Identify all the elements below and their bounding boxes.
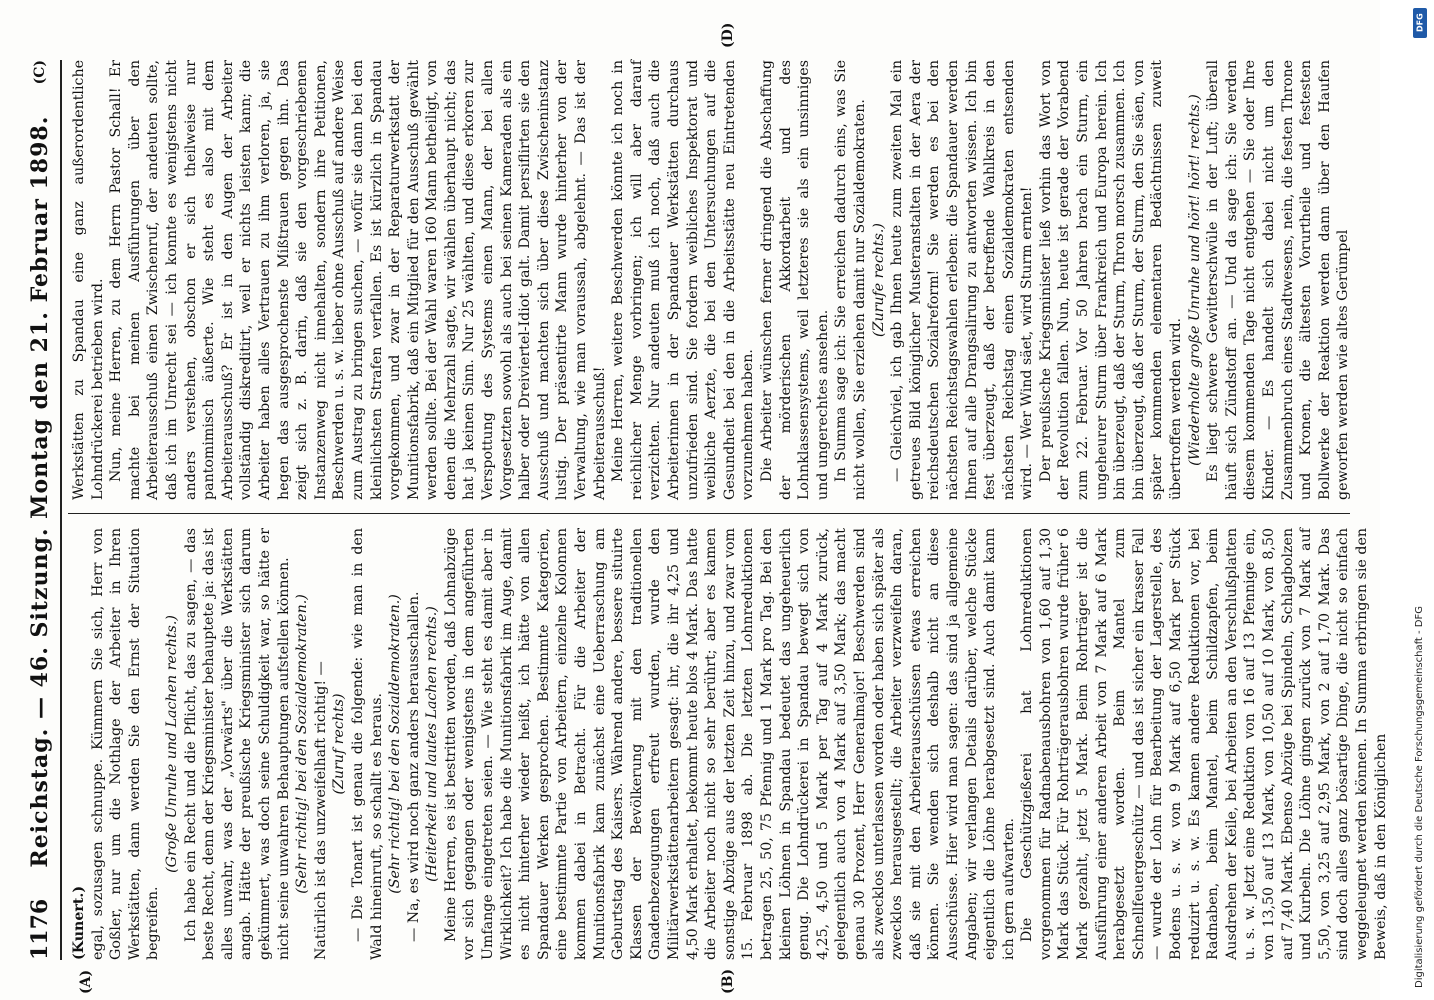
interjection: (Große Unruhe und Lachen rechts.) [163,615,180,873]
paragraph: Die Arbeiter wünschen ferner dringend die Abschaffung der mörderischen Akkordarbeit und des Lohnklassensystems, weil letzteres sie als ein unsinniges und ungerechtes ansehen. [758,60,831,500]
margin-d: (D) [720,22,736,48]
right-column [70,60,1350,500]
paragraph: Es liegt schwere Gewitterschwüle in der Luft; überall häuft sich Zündstoff an. — Und da sage ich: Sie werden diesem kommenden Tage nicht entgehen — Sie oder Ihre Kinder. — Es handelt sich dabei nicht um den Zusammenbruch eines Stadtwesens, nein, die festen Throne und Kronen, die ältesten Vorurtheile und festesten Bollwerke der Reaktion werden dann über den Haufen geworfen werden wie altes Gerümpel [1205,60,1352,500]
paragraph: Ich habe ein Recht und die Pflicht, das zu sagen, — das beste Recht, denn der Kriegsminister behauptete ja: das ist alles unwahr, was der „Vorwärts" über die Werkstätten angab. Hätte der preußische Kriegsminister sich darum gekümmert, was doch seine Schuldigkeit war, so hätte er nicht seine unwahren Behauptungen aufstellen können. [182,528,292,960]
interjection: (Zuruf rechts) [331,693,348,795]
paragraph: — Gleichviel, ich gab Ihnen heute zum zweiten Mal ein getreues Bild königlicher Musteranstalten in der Aera der reichsdeutschen Sozialreform! Sie werden es bei den nächsten Reichstagswahlen erleben: die Spandauer werden Ihnen auf alle Drangsalirung zu antworten wissen. Ich bin fest überzeugt, daß der betreffende Wahlkreis in den nächsten Reichstag einen Sozialdemokraten entsenden wird. — Wer Wind säet, wird Sturm ernten! [889,60,1036,500]
column-rule [68,513,1350,514]
paragraph: Werkstätten zu Spandau eine ganz außerordentliche Lohndrückerei betrieben wird. [71,60,106,500]
running-title: Reichstag. — 46. Sitzung. Montag den 21. Februar 1898. [27,115,53,868]
margin-b: (B) [720,968,736,994]
interjection: (Sehr richtig! bei den Sozialdemokraten.) [387,594,404,894]
dfg-imprint [1410,8,1430,992]
paragraph: Der preußische Kriegsminister ließ vorhin das Wort von der Revolution fallen. Nun, heute ist gerade der Vorabend zum 22. Februar. Vor 50 Jahren brach ein Sturm, ein ungeheurer Sturm über Frankreich und Europa herein. Ich bin überzeugt, daß der Sturm, Thron morsch zusammen. Ich bin überzeugt, daß der Sturm, der Sturm, den Sie säen, von später kommenden elementaren Bedächtnissen zuweit übertroffen werden wird. [1037,60,1185,500]
paragraph: In Summa sage ich: Sie erreichen dadurch eins, was Sie nicht wollen, Sie erziehen damit nur Sozialdemokraten. [833,60,868,500]
paragraph: Nun, meine Herren, zu dem Herrn Pastor Schall! Er machte bei meinen Ausführungen über den Arbeiterausschuß einen Zwischenruf, der andeuten sollte, daß ich im Unrecht sei — ich konnte es wenigstens nicht anders verstehen, obschon er sich theilweise nur pantomimisch äußerte. Wie steht es also mit dem Arbeiterausschuß? Er ist in den Augen der Arbeiter vollständig diskreditirt, weil er nichts leisten kann; die Arbeiter haben alles Vertrauen zu ihm verloren, ja, sie hegen das ausgesprochenste Mißtrauen gegen ihn. Das zeigt sich z. B. darin, daß sie den vorgeschriebenen Instanzenweg nicht innehalten, sondern ihre Petitionen, Beschwerden u. s. w. lieber ohne Ausschuß auf andere Weise zum Austrag zu bringen suchen, — wofür sie dann bei den kleinlichsten Strafen verfallen. Es ist kürzlich in Spandau vorgekommen, und zwar in der Reparaturwerkstatt der Munitionsfabrik, daß ein Mitglied für den Ausschuß gewählt werden sollte. Bei der Wahl waren 160 Mann betheiligt, von denen die Mehrzahl sagte, wir wählen überhaupt nicht; das hat ja keinen Sinn. Nur 25 wählten, und diese erkoren zur Verspottung des Systems einen Mann, der bei allen Vorgesetzten sowohl als auch bei seinen Kameraden als ein halber oder Dreiviertel-Idiot galt. Damit persiflirten sie den Ausschuß und machten sich über diese Zwischeninstanz lustig. Der präsentirte Mann wurde hinterher von der Verwaltung, wie man voraussah, abgelehnt. — Das ist der Arbeiterausschuß! [108,60,608,500]
paragraph: — Na, es wird noch ganz anders herausschallen. [405,591,422,942]
paragraph: Meine Herren, weitere Beschwerden könnte ich noch in reichlicher Menge vorbringen; ich will aber darauf verzichten. Nur andeuten muß ich noch, daß auch die Arbeiterinnen in der Spandauer Werkstätten durchaus unzufrieden sind. Sie fordern weibliches Inspektorat und weibliche Aerzte, die bei den Untersuchungen auf die Gesundheit bei den in die Arbeitsstätte neu Eintretenden vorzunehmen haben. [610,60,757,500]
paragraph: Meine Herren, es ist bestritten worden, daß Lohnabzüge vor sich gegangen oder wenigstens in dem angeführten Umfange eingetreten seien. — Wie steht es damit aber in Wirklichkeit? Ich habe die Munitionsfabrik im Auge, damit es nicht hinterher wieder heißt, ich hätte von allen Spandauer Werken gesprochen. Bestimmte Kategorien, eine bestimmte Partie von Arbeitern, einzelne Kolonnen kommen dabei in Betracht. Für die Arbeiter der Munitionsfabrik kam zunächst eine Ueberraschung am Geburtstag des Kaisers. Während andere, bessere situirte Klassen der Bevölkerung mit den traditionellen Gnadenbezeugungen erfreut wurden, wurde den Militärwerkstättenarbeitern gesagt: ihr, die ihr 4,25 und 4,50 Mark erhaltet, bekommt heute blos 4 Mark. Das hatte die Arbeiter noch nicht so sehr berührt; aber es kamen sonstige Abzüge aus der letzten Zeit hinzu, und zwar vom 15. Februar 1898 ab. Die letzten Lohnreduktionen betragen 25, 50, 75 Pfennig und 1 Mark pro Tag. Bei den kleinen Löhnen in Spandau bedeutet das ungeheuerlich genug. Die Lohndrückerei in Spandau bewegt sich von 4,25, 4,50 und 5 Mark per Tag auf 4 Mark zurück, gelegentlich auch von 4 Mark auf 3,50 Mark; das macht genau 30 Prozent, Herr Generalmajor! Beschwerden sind als zwecklos unterlassen worden oder haben sich später als zwecklos herausgestellt; die Arbeiter verzweifeln daran, daß sie mit den Arbeiterausschüssen etwas erreichen können. Sie wenden sich deshalb nicht an diese Ausschüsse. Hier wird man sagen: das sind ja allgemeine Angaben; wir verlangen Details darüber, welche Stücke eigentlich die Löhne herabgesetzt sind. Auch damit kann ich gern aufwarten. [442,528,1017,960]
interjection: (Wiederholte große Unruhe und hört! hört! rechts.) [1186,94,1203,466]
margin-c: (C) [32,60,48,85]
speaker-label: (Kunert.) [71,885,87,960]
paragraph: Natürlich ist das unzweifelhaft richtig! — [312,661,329,960]
imprint-text: Digitalisierung gefördert durch die Deutsche Forschungsgemeinschaft - DFG [1414,605,1425,988]
interjection: (Sehr richtig! bei den Sozialdemokraten.) [294,594,311,894]
margin-a: (A) [78,969,94,994]
page-number: 1176 [27,898,53,960]
running-head [20,60,62,960]
dfg-logo: DFG [1413,8,1427,38]
left-column [70,528,1389,960]
interjection: (Heiterkeit und lautes Lachen rechts.) [424,606,441,882]
paragraph: Die Geschützgießerei hat Lohnreduktionen vorgenommen für Radnabenausbohren von 1,60 auf 1,30 Mark das Stück. Für Rohrträgerausbohren wurde früher 6 Mark gezahlt, jetzt 5 Mark. Beim Rohrträger ist die Ausführung einer anderen Arbeit von 7 Mark auf 6 Mark herabgesetzt worden. Beim Mantel zum Schnellfeuergeschütz — und das ist sicher ein krasser Fall — wurde der Lohn für Bearbeitung der Lagerstelle, des Bodens u. s. w. von 9 Mark auf 6,50 Mark per Stück reduzirt u. s. w. Es kamen andere Reduktionen vor, bei Radnaben, beim Mantel, beim Schildzapfen, beim Ausdrehen der Keile, bei Arbeiten an den Verschlußplatten u. s. w. Jetzt eine Reduktion von 16 auf 13 Pfennige ein, von 13,50 auf 13 Mark, von 10,50 auf 10 Mark, von 8,50 auf 7,40 Mark. Ebenso Abzüge bei Spindeln, Schlagbolzen und Kurbeln. Die Löhne gingen zurück von 7 Mark auf 5,50, von 3,25 auf 2,95 Mark, von 2 auf 1,70 Mark. Das sind doch alles ganz bösartige Dinge, die nicht so einfach weggeleugnet werden können. In Summa erbringen sie den Beweis, daß in den Königlichen [1019,528,1389,960]
interjection: (Zurufe rechts.) [870,223,887,337]
paragraph: — Die Tonart ist genau die folgende: wie man in den Wald hineinruft, so schallt es heraus. [349,528,385,960]
paragraph: egal, sozusagen schnuppe. Kümmern Sie sich, Herr von Goßler, nur um die Nothlage der Arbeiter in Ihren Werkstätten, dann werden Sie den Ernst der Situation begreifen. [89,528,162,960]
